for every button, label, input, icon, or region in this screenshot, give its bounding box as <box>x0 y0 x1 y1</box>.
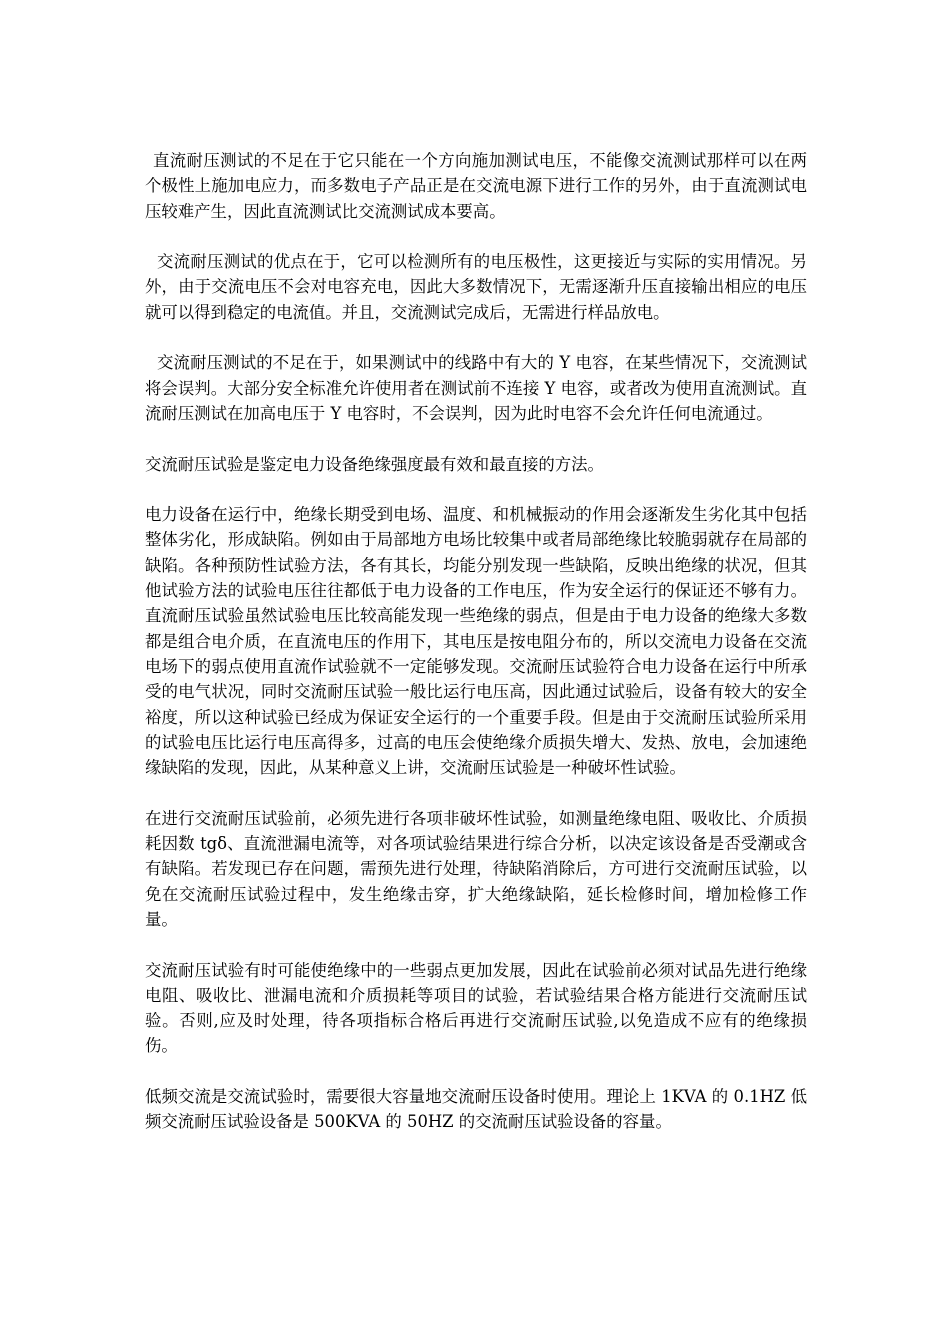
paragraph-ac-test-drawbacks: 交流耐压测试的不足在于，如果测试中的线路中有大的 Y 电容，在某些情况下，交流测试将会误判。大部分安全标准允许使用者在测试前不连接 Y 电容，或者改为使用直流测试。直流耐压测试在加高电压于 Y 电容时，不会误判，因为此时电容不会允许任何电流通过。 <box>145 353 807 423</box>
paragraph-pre-test-requirements: 在进行交流耐压试验前，必须先进行各项非破坏性试验，如测量绝缘电阻、吸收比、介质损耗因数 tgδ、直流泄漏电流等，对各项试验结果进行综合分析，以决定该设备是否受潮或含有缺陷。若发现已存在问题，需预先进行处理，待缺陷消除后，方可进行交流耐压试验，以免在交流耐压试验过程中，发生绝缘击穿，扩大绝缘缺陷，延长检修时间，增加检修工作量。 <box>145 808 807 929</box>
paragraph-insulation-degradation: 电力设备在运行中，绝缘长期受到电场、温度、和机械振动的作用会逐渐发生劣化其中包括整体劣化，形成缺陷。例如由于局部地方电场比较集中或者局部绝缘比较脆弱就存在局部的缺陷。各种预防性试验方法，各有其长，均能分别发现一些缺陷，反映出绝缘的状况，但其他试验方法的试验电压往往都低于电力设备的工作电压，作为安全运行的保证还不够有力。直流耐压试验虽然试验电压比较高能发现一些绝缘的弱点，但是由于电力设备的绝缘大多数都是组合电介质，在直流电压的作用下，其电压是按电阻分布的，所以交流电力设备在交流电场下的弱点使用直流作试验就不一定能够发现。交流耐压试验符合电力设备在运行中所承受的电气状况，同时交流耐压试验一般比运行电压高，因此通过试验后，设备有较大的安全裕度，所以这种试验已经成为保证安全运行的一个重要手段。但是由于交流耐压试验所采用的试验电压比运行电压高得多，过高的电压会使绝缘介质损失增大、发热、放电，会加速绝缘缺陷的发现，因此，从某种意义上讲，交流耐压试验是一种破坏性试验。 <box>145 505 807 778</box>
paragraph-low-frequency-ac: 低频交流是交流试验时，需要很大容量地交流耐压设备时使用。理论上 1KVA 的 0.1HZ 低频交流耐压试验设备是 500KVA 的 50HZ 的交流耐压试验设备的容量。 <box>145 1086 807 1132</box>
paragraph-test-precautions: 交流耐压试验有时可能使绝缘中的一些弱点更加发展，因此在试验前必须对试品先进行绝缘电阻、吸收比、泄漏电流和介质损耗等项目的试验，若试验结果合格方能进行交流耐压试验。否则,应及时处理，待各项指标合格后再进行交流耐压试验,以免造成不应有的绝缘损伤。 <box>145 960 807 1056</box>
document-body <box>145 148 807 1160</box>
paragraph-ac-withstand-definition: 交流耐压试验是鉴定电力设备绝缘强度最有效和最直接的方法。 <box>145 454 604 474</box>
paragraph-ac-test-advantages: 交流耐压测试的优点在于，它可以检测所有的电压极性，这更接近与实际的实用情况。另外，由于交流电压不会对电容充电，因此大多数情况下，无需逐渐升压直接输出相应的电压就可以得到稳定的电流值。并且，交流测试完成后，无需进行样品放电。 <box>145 252 807 322</box>
paragraph-dc-test-drawbacks: 直流耐压测试的不足在于它只能在一个方向施加测试电压，不能像交流测试那样可以在两个极性上施加电应力，而多数电子产品正是在交流电源下进行工作的另外，由于直流测试电压较难产生，因此直流测试比交流测试成本要高。 <box>145 151 807 221</box>
